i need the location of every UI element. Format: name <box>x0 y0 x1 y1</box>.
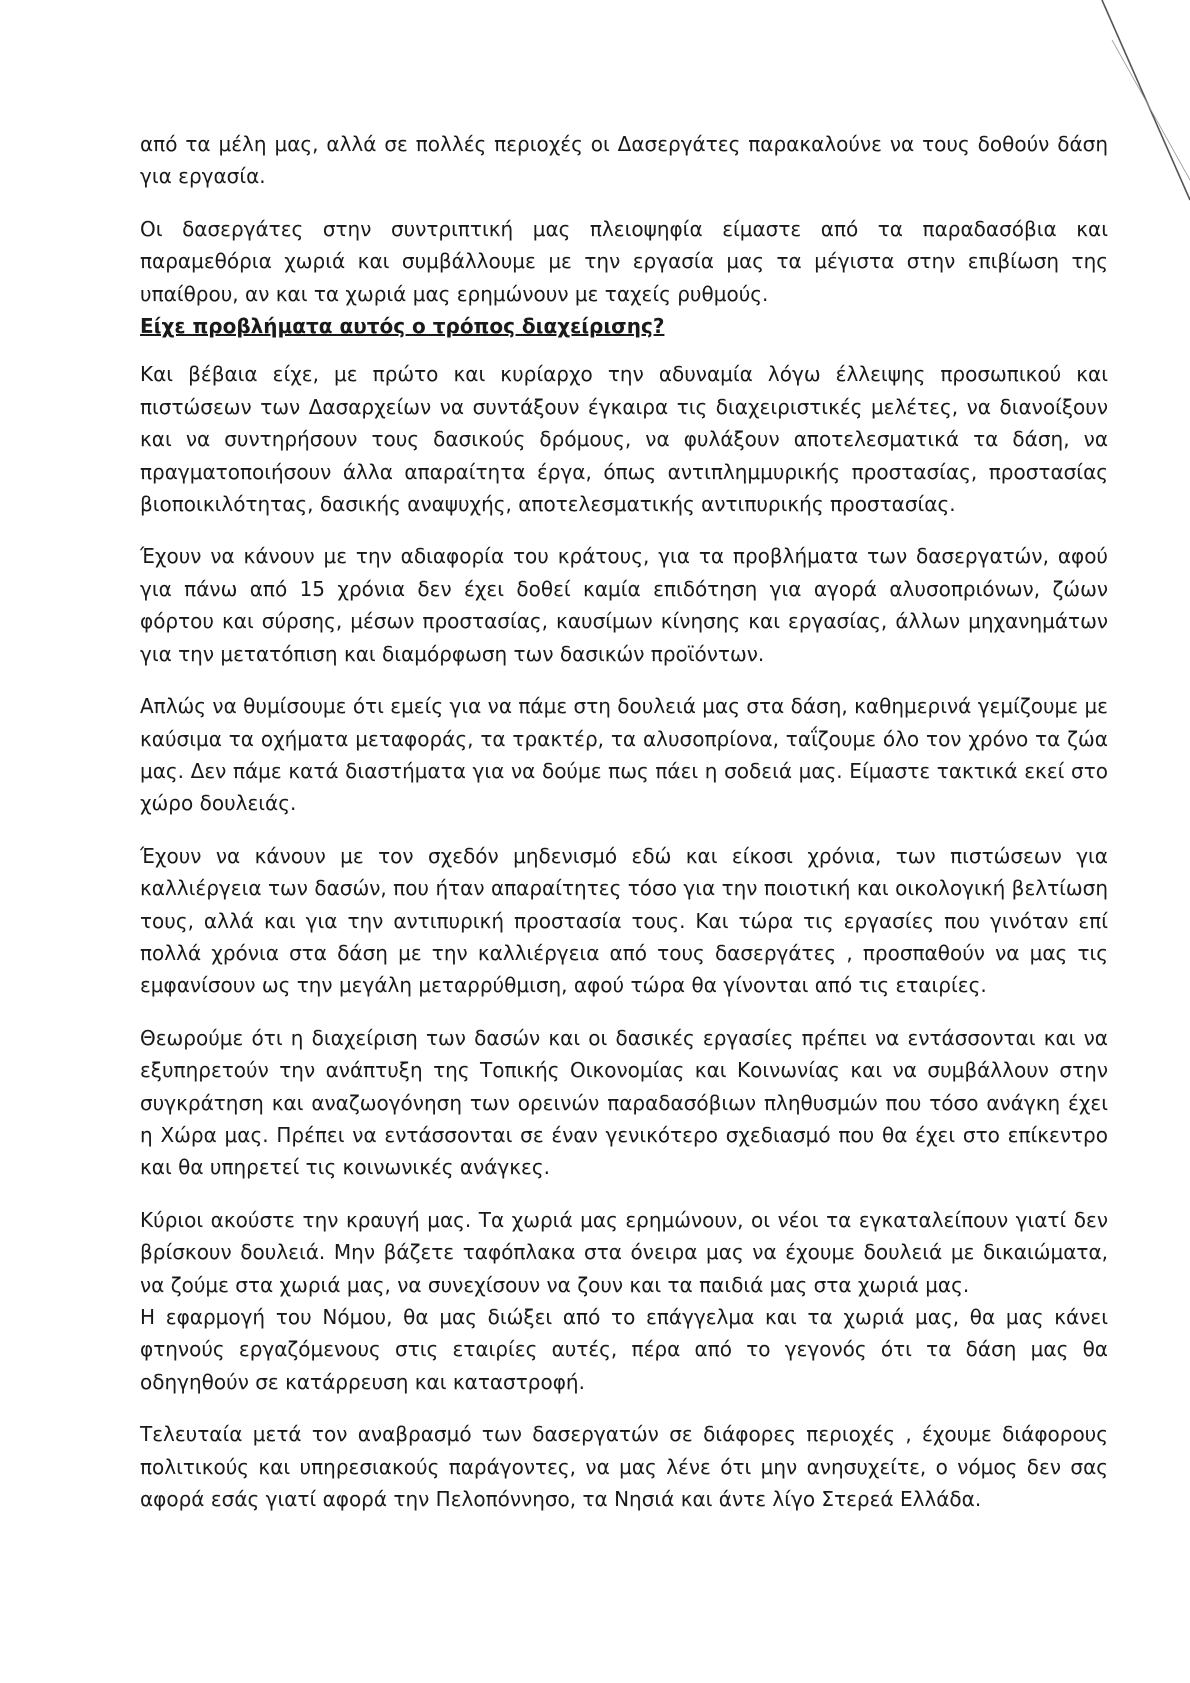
paragraph: Και βέβαια είχε, με πρώτο και κυρίαρχο την αδυναμία λόγω έλλειψης προσωπικού και πιστώσεων των Δασαρχείων να συντάξουν έγκαιρα τις διαχειριστικές μελέτες, να διανοίξουν και να συντηρήσουν τους δασικούς δρόμους, να φυλάξουν αποτελεσματικά τα δάση, να πραγματοποιήσουν άλλα απαραίτητα έργα, όπως αντιπλημμυρικής προστασίας, προστασίας βιοποικιλότητας, δασικής αναψυχής, αποτελεσματικής αντιπυρικής προστασίας. <box>140 362 1108 517</box>
paragraph: Θεωρούμε ότι η διαχείριση των δασών και οι δασικές εργασίες πρέπει να εντάσσονται και να εξυπηρετούν την ανάπτυξη της Τοπικής Οικονομίας και Κοινωνίας και να συμβάλλουν στην συγκράτηση και αναζωογόνηση των ορεινών παραδασόβιων πληθυσμών που τόσο ανάγκη έχει η Χώρα μας. Πρέπει να εντάσσονται σε έναν γενικότερο σχεδιασμό που θα έχει στο επίκεντρο και θα υπηρετεί τις κοινωνικές ανάγκες. <box>140 1025 1108 1180</box>
document-body <box>140 128 1108 1535</box>
section-heading: Είχε προβλήματα αυτός ο τρόπος διαχείρισης? <box>140 314 665 339</box>
paragraph: Κύριοι ακούστε την κραυγή μας. Τα χωριά μας ερημώνουν, οι νέοι τα εγκαταλείπουν γιατί δεν βρίσκουν δουλειά. Μην βάζετε ταφόπλακα στα όνειρα μας να έχουμε δουλειά με δικαιώματα, να ζούμε στα χωριά μας, να συνεχίσουν να ζουν και τα παιδιά μας στα χωριά μας. <box>140 1207 1108 1297</box>
paragraph: Τελευταία μετά τον αναβρασμό των δασεργατών σε διάφορες περιοχές , έχουμε διάφορους πολιτικούς και υπηρεσιακούς παράγοντες, να μας λένε ότι μην ανησυχείτε, ο νόμος δεν σας αφορά εσάς γιατί αφορά την Πελοπόννησο, τα Νησιά και άντε λίγο Στερεά Ελλάδα. <box>140 1422 1108 1512</box>
paragraph: από τα μέλη μας, αλλά σε πολλές περιοχές οι Δασεργάτες παρακαλούνε να τους δοθούν δάση για εργασία. <box>140 132 1108 189</box>
paragraph: Έχουν να κάνουν με την αδιαφορία του κράτους, για τα προβλήματα των δασεργατών, αφού για πάνω από 15 χρόνια δεν έχει δοθεί καμία επιδότηση για αγορά αλυσοπριόνων, ζώων φόρτου και σύρσης, μέσων προστασίας, καυσίμων κίνησης και εργασίας, άλλων μηχανημάτων για την μετατόπιση και διαμόρφωση των δασικών προϊόντων. <box>140 544 1108 666</box>
paragraph: Απλώς να θυμίσουμε ότι εμείς για να πάμε στη δουλειά μας στα δάση, καθημερινά γεμίζουμε με καύσιμα τα οχήματα μεταφοράς, τα τρακτέρ, τα αλυσοπρίονα, ταΐζουμε όλο τον χρόνο τα ζώα μας. Δεν πάμε κατά διαστήματα για να δούμε πως πάει η σοδειά μας. Είμαστε τακτικά εκεί στο χώρο δουλειάς. <box>140 694 1108 816</box>
paragraph: Έχουν να κάνουν με τον σχεδόν μηδενισμό εδώ και είκοσι χρόνια, των πιστώσεων για καλλιέργεια των δασών, που ήταν απαραίτητες τόσο για την ποιοτική και οικολογική βελτίωση τους, αλλά και για την αντιπυρική προστασία τους. Και τώρα τις εργασίες που γινόταν επί πολλά χρόνια στα δάση με την καλλιέργεια από τους δασεργάτες , προσπαθούν να μας τις εμφανίσουν ως την μεγάλη μεταρρύθμιση, αφού τώρα θα γίνονται από τις εταιρίες. <box>140 843 1108 998</box>
paragraph: Οι δασεργάτες στην συντριπτική μας πλειοψηφία είμαστε από τα παραδασόβια και παραμεθόρια χωριά και συμβάλλουμε με την εργασία μας τα μέγιστα στην επιβίωση της υπαίθρου, αν και τα χωριά μας ερημώνουν με ταχείς ρυθμούς. <box>140 216 1108 306</box>
paragraph: Η εφαρμογή του Νόμου, θα μας διώξει από το επάγγελμα και τα χωριά μας, θα μας κάνει φτηνούς εργαζόμενους στις εταιρίες αυτές, πέρα από το γεγονός ότι τα δάση μας θα οδηγηθούν σε κατάρρευση και καταστροφή. <box>140 1305 1108 1394</box>
